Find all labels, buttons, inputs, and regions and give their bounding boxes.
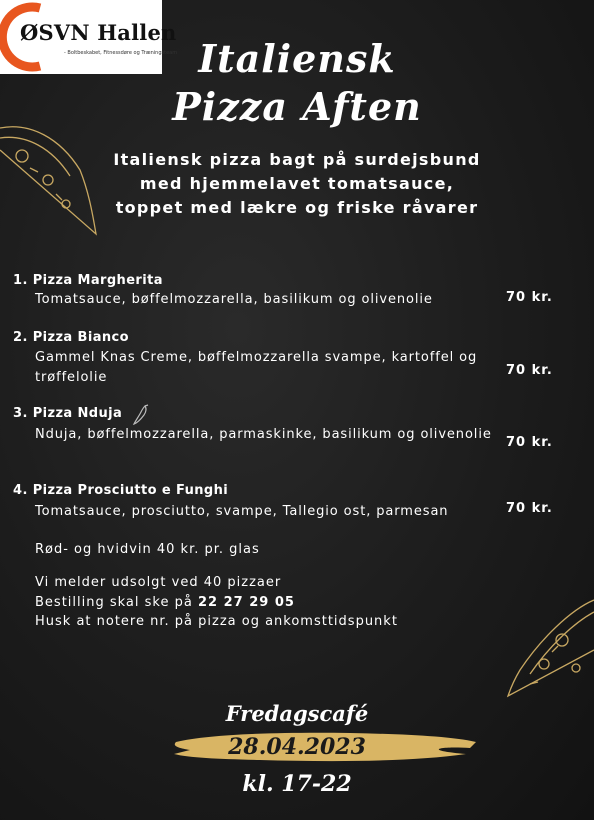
chili-icon: [132, 404, 150, 426]
event-date: 28.04.2023: [228, 734, 366, 760]
event-label: Fredagscafé: [225, 701, 369, 726]
reminder-note: Husk at notere nr. på pizza og ankomsttidspunkt: [35, 614, 398, 629]
menu-item-description: Tomatsauce, prosciutto, svampe, Tallegio ost, parmesan: [35, 504, 449, 519]
order-note: [35, 593, 295, 613]
menu-item-price: 70 kr.: [506, 363, 553, 378]
menu-item-name: 2. Pizza Bianco: [13, 330, 129, 345]
menu-item-name: 3. Pizza Nduja: [13, 406, 123, 421]
sold-out-note: Vi melder udsolgt ved 40 pizzaer: [35, 575, 282, 590]
menu-item-price: 70 kr.: [506, 290, 553, 305]
phone-number: 22 27 29 05: [197, 595, 295, 610]
pizza-slice-illustration-right: [500, 590, 594, 700]
menu-item-description: Nduja, bøffelmozzarella, parmaskinke, basilikum og olivenolie: [35, 427, 492, 442]
menu-item-description: Gammel Knas Creme, bøffelmozzarella svampe, kartoffel og trøffelolie: [35, 350, 478, 385]
menu-item-description: Tomatsauce, bøffelmozzarella, basilikum og olivenolie: [35, 292, 433, 307]
title-line-2: Pizza Aften: [172, 84, 422, 129]
wine-note: Rød- og hvidvin 40 kr. pr. glas: [35, 542, 260, 557]
event-time: kl. 17-22: [242, 771, 352, 797]
logo-subtitle: - Boltbeskabet, Fitnessdøre og Træningsteam: [64, 50, 178, 56]
menu-item-name: 1. Pizza Margherita: [13, 273, 163, 288]
menu-item-name: 4. Pizza Prosciutto e Funghi: [13, 483, 229, 498]
intro-text: Italiensk pizza bagt på surdejsbund med hjemmelavet tomatsauce, toppet med lækre og friske råvarer: [113, 150, 481, 217]
order-prefix: Bestilling skal ske på: [35, 595, 193, 610]
menu-item-price: 70 kr.: [506, 435, 553, 450]
logo-text: ØSVN Hallen: [20, 20, 177, 45]
menu-item-price: 70 kr.: [506, 501, 553, 516]
pizza-slice-illustration: [0, 110, 100, 240]
title-line-1: Italiensk: [198, 36, 396, 81]
